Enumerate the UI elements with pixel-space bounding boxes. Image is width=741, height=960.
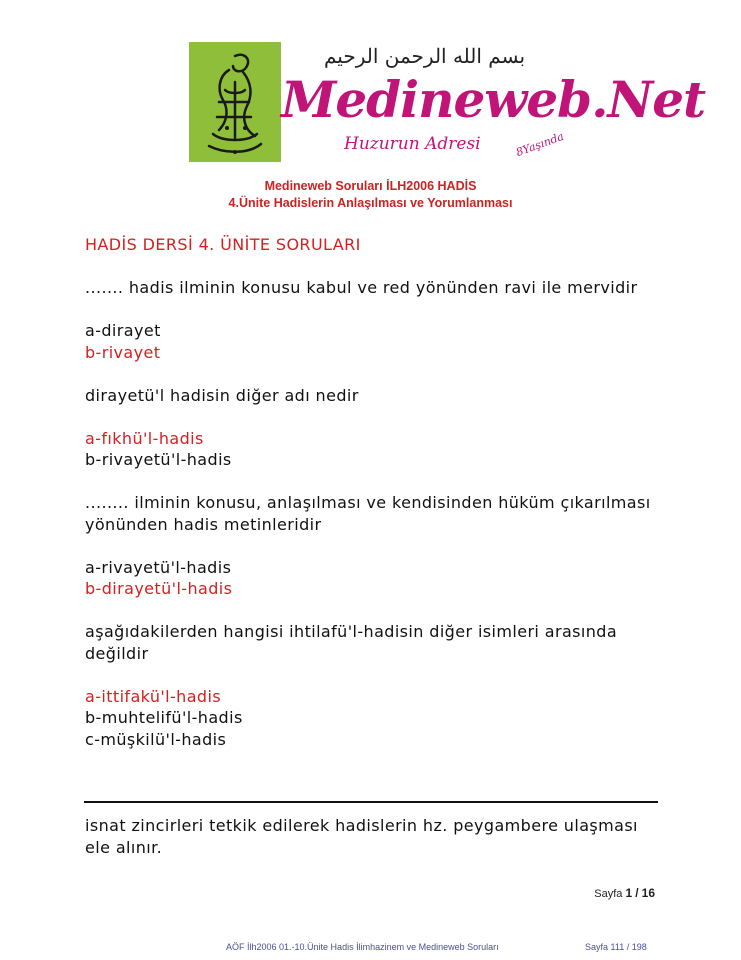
- document-header: [0, 178, 741, 212]
- medineweb-logo: [189, 42, 706, 164]
- header-line-1: Medineweb Soruları İLH2006 HADİS: [264, 179, 477, 193]
- page-number: [594, 886, 655, 900]
- after-rule-text: isnat zincirleri tetkik edilerek hadislerin hz. peygambere ulaşması ele alınır.: [85, 816, 638, 857]
- option: a-rivayetü'l-hadis: [85, 557, 232, 577]
- option: b-rivayetü'l-hadis: [85, 450, 232, 469]
- question-text: ....... hadis ilminin konusu kabul ve red yönünden ravi ile mervidir: [85, 278, 638, 297]
- bismillah-calligraphy: بسم الله الرحمن الرحيم: [324, 44, 526, 68]
- header-line-2: 4.Ünite Hadislerin Anlaşılması ve Yorumlanması: [228, 196, 513, 210]
- option-correct: b-dirayetü'l-hadis: [85, 579, 233, 598]
- calligraphy-icon: [189, 42, 281, 162]
- page-current: 1: [625, 886, 633, 900]
- anniversary-badge: 8Yaşında: [514, 129, 566, 160]
- footer-page: Sayfa 111 / 198: [585, 942, 647, 952]
- horizontal-rule: [84, 801, 658, 803]
- section-title: HADİS DERSİ 4. ÜNİTE SORULARI: [85, 235, 361, 254]
- option: b-muhtelifü'l-hadis: [85, 708, 243, 727]
- page-separator: /: [635, 886, 639, 900]
- brand-name: Medineweb.Net: [281, 70, 706, 129]
- question-text: ........ ilminin konusu, anlaşılması ve kendisinden hüküm çıkarılması yönünden hadis metinleridir: [85, 493, 651, 534]
- option: a-dirayet: [85, 321, 161, 340]
- option: c-müşkilü'l-hadis: [85, 729, 227, 749]
- question-text: dirayetü'l hadisin diğer adı nedir: [85, 385, 359, 405]
- option-correct: a-fıkhü'l-hadis: [85, 428, 204, 448]
- calligraphy-emblem: [189, 42, 281, 162]
- page-total: 16: [641, 886, 655, 900]
- option-correct: a-ittifakü'l-hadis: [85, 686, 222, 706]
- question-body: [85, 234, 665, 750]
- page-label: Sayfa: [594, 888, 623, 900]
- question-text: aşağıdakilerden hangisi ihtilafü'l-hadisin diğer isimleri arasında değildir: [85, 622, 618, 663]
- brand-tagline: Huzurun Adresi: [344, 134, 481, 154]
- option-correct: b-rivayet: [85, 342, 161, 362]
- footer-title: AÖF İlh2006 01.-10.Ünite Hadis İlimhazinem ve Medineweb Soruları: [226, 942, 499, 952]
